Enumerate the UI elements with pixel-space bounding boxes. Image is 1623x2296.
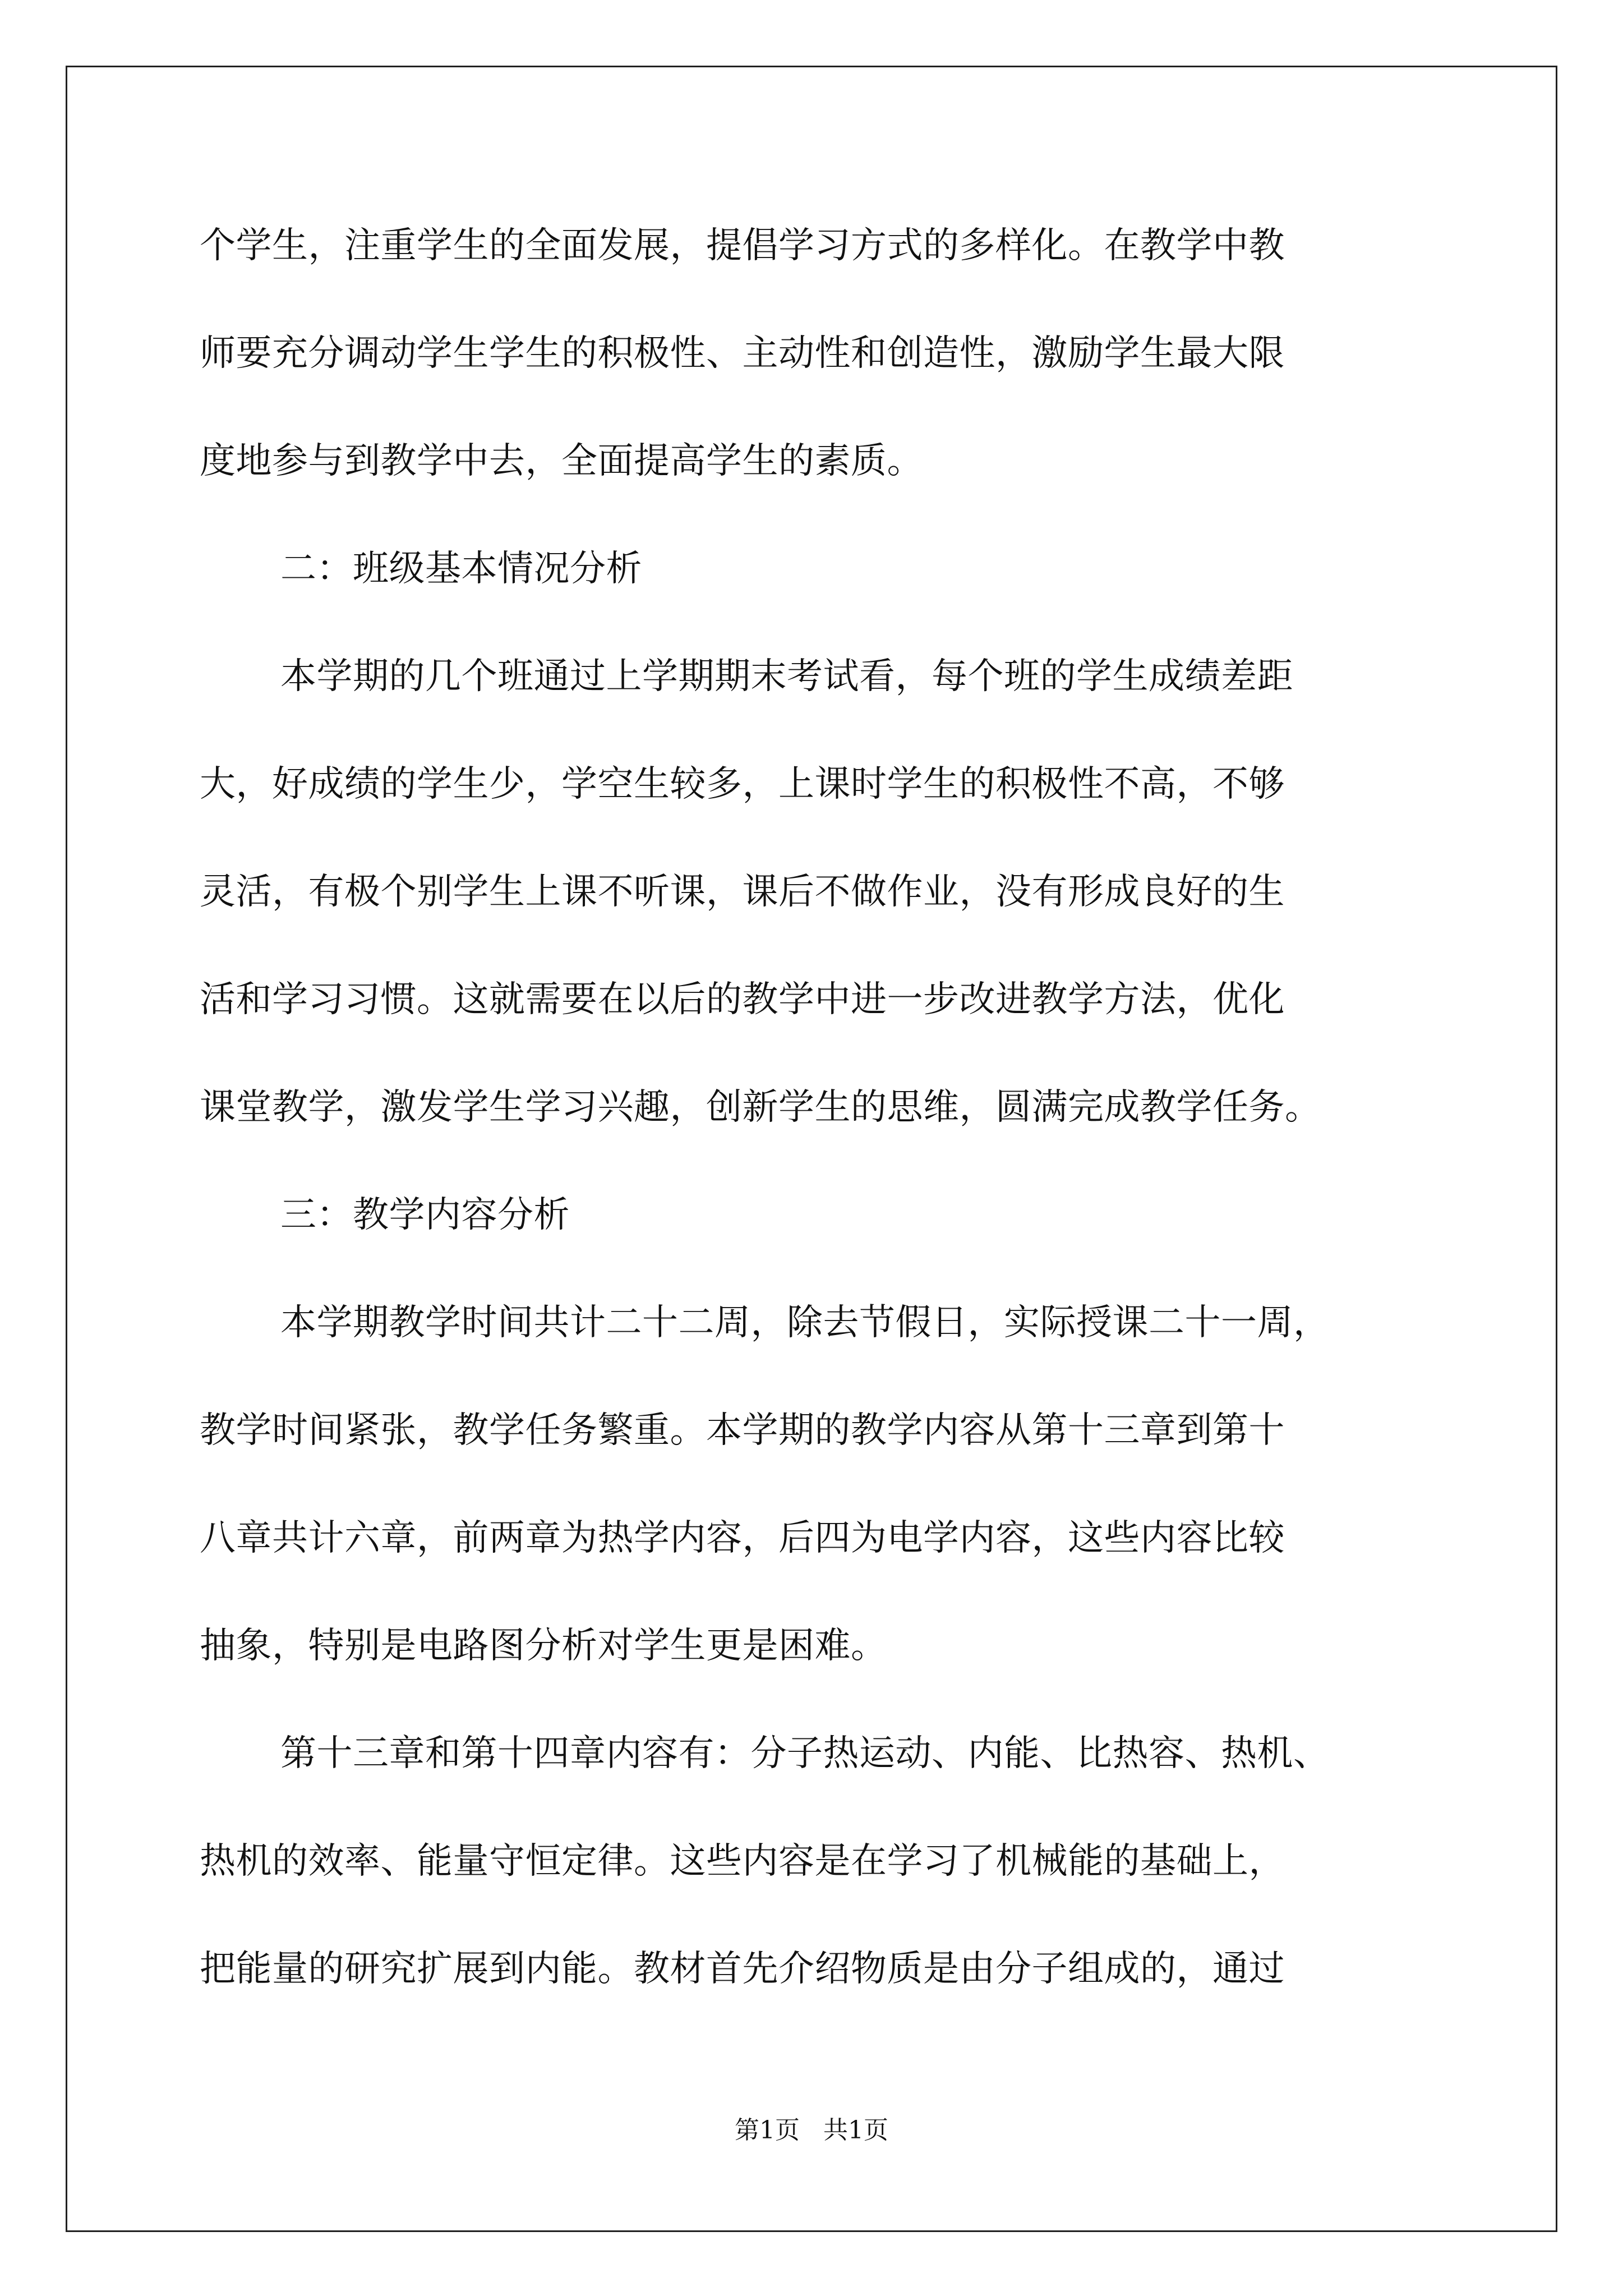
body-line: 本学期的几个班通过上学期期末考试看，每个班的学生成绩差距 (280, 656, 1293, 697)
body-line: 本学期教学时间共计二十二周，除去节假日，实际授课二十一周， (280, 1302, 1330, 1343)
body-line: 师要充分调动学生学生的积极性、主动性和创造性，激励学生最大限 (200, 333, 1285, 374)
body-line: 把能量的研究扩展到内能。教材首先介绍物质是由分子组成的，通过 (200, 1948, 1285, 1990)
body-line: 教学时间紧张，教学任务繁重。本学期的教学内容从第十三章到第十 (200, 1410, 1285, 1451)
section-heading: 三：教学内容分析 (280, 1194, 570, 1236)
page-border (66, 66, 1557, 2232)
body-line: 活和学习习惯。这就需要在以后的教学中进一步改进教学方法，优化 (200, 979, 1285, 1020)
body-line: 热机的效率、能量守恒定律。这些内容是在学习了机械能的基础上， (200, 1841, 1285, 1882)
body-line: 抽象，特别是电路图分析对学生更是困难。 (200, 1625, 887, 1667)
body-line: 个学生，注重学生的全面发展，提倡学习方式的多样化。在教学中教 (200, 225, 1285, 266)
section-heading: 二：班级基本情况分析 (280, 548, 642, 590)
page-number-footer: 第1页 共1页 (735, 2116, 888, 2145)
body-line: 第十三章和第十四章内容有：分子热运动、内能、比热容、热机、 (280, 1733, 1330, 1774)
body-line: 课堂教学，激发学生学习兴趣，创新学生的思维，圆满完成教学任务。 (200, 1087, 1321, 1128)
body-line: 大，好成绩的学生少，学空生较多，上课时学生的积极性不高，不够 (200, 763, 1285, 805)
body-line: 度地参与到教学中去，全面提高学生的素质。 (200, 440, 923, 482)
body-line: 八章共计六章，前两章为热学内容，后四为电学内容，这些内容比较 (200, 1517, 1285, 1559)
body-line: 灵活，有极个别学生上课不听课，课后不做作业，没有形成良好的生 (200, 871, 1285, 913)
